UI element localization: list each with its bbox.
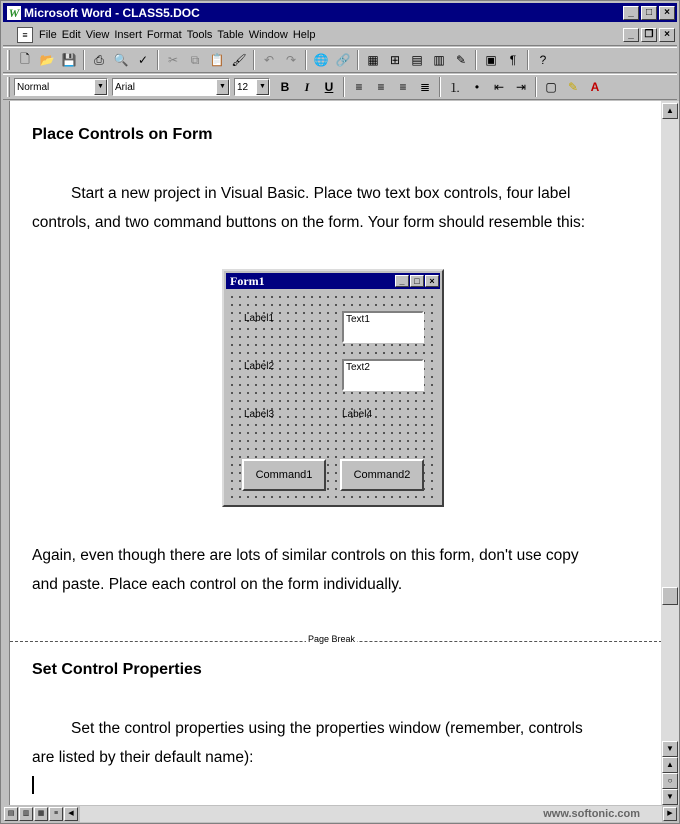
vb-label4: Label4: [342, 409, 373, 420]
page-layout-icon[interactable]: ▦: [34, 807, 48, 821]
tables-borders-icon[interactable]: ▦: [367, 53, 379, 67]
web-toolbar-icon[interactable]: 🌐: [313, 53, 329, 67]
menu-format[interactable]: Format: [146, 28, 182, 41]
previous-page-icon[interactable]: ▲: [662, 757, 678, 773]
doc-close-button[interactable]: ×: [659, 28, 675, 42]
heading-set-properties: Set Control Properties: [32, 661, 202, 678]
outline-view-icon[interactable]: ≡: [49, 807, 63, 821]
font-dropdown-icon[interactable]: ▼: [216, 79, 229, 95]
vb-command1: Command1: [242, 459, 326, 491]
formatting-toolbar: [3, 74, 677, 100]
redo-icon[interactable]: ↷: [285, 53, 297, 67]
numbering-icon[interactable]: ⒈: [448, 80, 461, 95]
size-dropdown-icon[interactable]: ▼: [256, 79, 269, 95]
font-size-value: 12: [237, 81, 249, 93]
online-layout-icon[interactable]: ▥: [19, 807, 33, 821]
justify-icon[interactable]: ≣: [419, 80, 431, 94]
paragraph-1-line-1: Start a new project in Visual Basic. Place two text box controls, four label: [71, 185, 571, 202]
page-break-label: Page Break: [308, 634, 356, 644]
borders-icon[interactable]: ▢: [545, 80, 557, 94]
decrease-indent-icon[interactable]: ⇤: [493, 80, 505, 94]
vb-form-image: [222, 269, 444, 507]
next-page-icon[interactable]: ▼: [662, 789, 678, 805]
align-left-icon[interactable]: ≡: [355, 80, 363, 94]
scroll-left-icon[interactable]: ◀: [64, 807, 78, 821]
toolbar-grip[interactable]: [7, 50, 10, 70]
show-hide-icon[interactable]: ¶: [509, 53, 517, 67]
word-app-icon[interactable]: W: [8, 5, 20, 20]
vb-form-titlebar: [226, 273, 440, 289]
style-dropdown-icon[interactable]: ▼: [94, 79, 107, 95]
bold-icon[interactable]: B: [280, 80, 290, 94]
columns-icon[interactable]: ▥: [433, 53, 445, 67]
insert-table-icon[interactable]: ⊞: [389, 53, 401, 67]
increase-indent-icon[interactable]: ⇥: [515, 80, 527, 94]
menu-tools[interactable]: Tools: [186, 28, 213, 41]
document-page[interactable]: [9, 101, 661, 805]
vb-form-grid: [228, 293, 438, 501]
italic-icon[interactable]: I: [304, 79, 310, 94]
undo-icon[interactable]: ↶: [263, 53, 275, 67]
close-button[interactable]: ×: [659, 6, 675, 20]
scroll-up-icon[interactable]: ▲: [662, 103, 678, 119]
paragraph-3-line-2: are listed by their default name):: [32, 749, 254, 766]
paragraph-2-line-1: Again, even though there are lots of similar controls on this form, don't use copy: [32, 547, 579, 564]
font-color-icon[interactable]: A: [590, 80, 600, 94]
menu-view[interactable]: View: [85, 28, 110, 41]
normal-view-icon[interactable]: ▤: [4, 807, 18, 821]
cut-icon[interactable]: ✂: [167, 53, 179, 67]
open-folder-icon[interactable]: 📂: [39, 53, 55, 67]
copy-icon[interactable]: ⧉: [190, 52, 200, 67]
scroll-thumb[interactable]: [662, 587, 678, 605]
print-icon[interactable]: ⎙: [94, 52, 104, 67]
hyperlink-icon[interactable]: 🔗: [335, 53, 351, 67]
new-document-icon[interactable]: 🗋: [20, 51, 30, 66]
doc-restore-button[interactable]: ❐: [641, 28, 657, 42]
menu-file[interactable]: File: [39, 28, 57, 41]
scroll-right-icon[interactable]: ▶: [663, 807, 677, 821]
text-cursor: [32, 776, 34, 794]
vb-label1: Label1: [244, 313, 275, 324]
style-select[interactable]: [14, 78, 108, 96]
bullets-icon[interactable]: •: [474, 80, 480, 94]
font-value: Arial: [115, 81, 136, 93]
standard-toolbar: [3, 47, 677, 73]
help-icon[interactable]: ?: [539, 53, 547, 67]
style-value: Normal: [17, 81, 50, 93]
format-painter-icon[interactable]: 🖌: [231, 53, 247, 67]
vb-minimize-icon: _: [395, 275, 409, 287]
heading-place-controls: Place Controls on Form: [32, 126, 213, 143]
menu-bar: [3, 24, 677, 46]
spelling-icon[interactable]: ✓: [137, 53, 149, 67]
title-bar[interactable]: [3, 3, 677, 22]
menu-edit[interactable]: Edit: [61, 28, 81, 41]
menu-window[interactable]: Window: [248, 28, 288, 41]
vb-maximize-icon: □: [410, 275, 424, 287]
align-center-icon[interactable]: ≡: [377, 80, 385, 94]
select-browse-object-icon[interactable]: ○: [662, 773, 678, 789]
vb-text1: Text1: [342, 311, 424, 343]
horizontal-scrollbar[interactable]: [80, 806, 662, 822]
insert-excel-icon[interactable]: ▤: [411, 53, 423, 67]
print-preview-icon[interactable]: 🔍: [113, 53, 129, 67]
vb-label3: Label3: [244, 409, 275, 420]
underline-icon[interactable]: U: [324, 80, 334, 94]
doc-minimize-button[interactable]: _: [623, 28, 639, 42]
vb-label2: Label2: [244, 361, 275, 372]
toolbar-grip-2[interactable]: [7, 77, 10, 97]
drawing-icon[interactable]: ✎: [455, 53, 467, 67]
paragraph-1-line-2: controls, and two command buttons on the form. Your form should resemble this:: [32, 214, 586, 231]
scroll-down-icon[interactable]: ▼: [662, 741, 678, 757]
paragraph-2-line-2: and paste. Place each control on the form individually.: [32, 576, 403, 593]
font-size-select[interactable]: [234, 78, 270, 96]
minimize-button[interactable]: _: [623, 6, 639, 20]
vb-command2: Command2: [340, 459, 424, 491]
vb-close-icon: ×: [425, 275, 439, 287]
menu-insert[interactable]: Insert: [114, 28, 142, 41]
paragraph-3-line-1: Set the control properties using the properties window (remember, controls: [71, 720, 583, 737]
window-title: Microsoft Word - CLASS5.DOC: [24, 5, 200, 20]
softonic-watermark: www.softonic.com: [543, 808, 640, 820]
vb-form-caption: Form1: [230, 273, 265, 288]
menu-help[interactable]: Help: [292, 28, 316, 41]
document-icon[interactable]: ≡: [17, 27, 33, 43]
view-bar: [3, 805, 677, 823]
document-map-icon[interactable]: ▣: [485, 53, 497, 67]
maximize-button[interactable]: □: [641, 6, 657, 20]
vertical-scrollbar[interactable]: [661, 101, 679, 805]
save-disk-icon[interactable]: 💾: [61, 53, 77, 67]
align-right-icon[interactable]: ≡: [399, 80, 407, 94]
highlight-icon[interactable]: ✎: [567, 80, 579, 94]
menu-table[interactable]: Table: [217, 28, 244, 41]
paste-icon[interactable]: 📋: [209, 53, 225, 67]
vb-text2: Text2: [342, 359, 424, 391]
font-select[interactable]: [112, 78, 230, 96]
